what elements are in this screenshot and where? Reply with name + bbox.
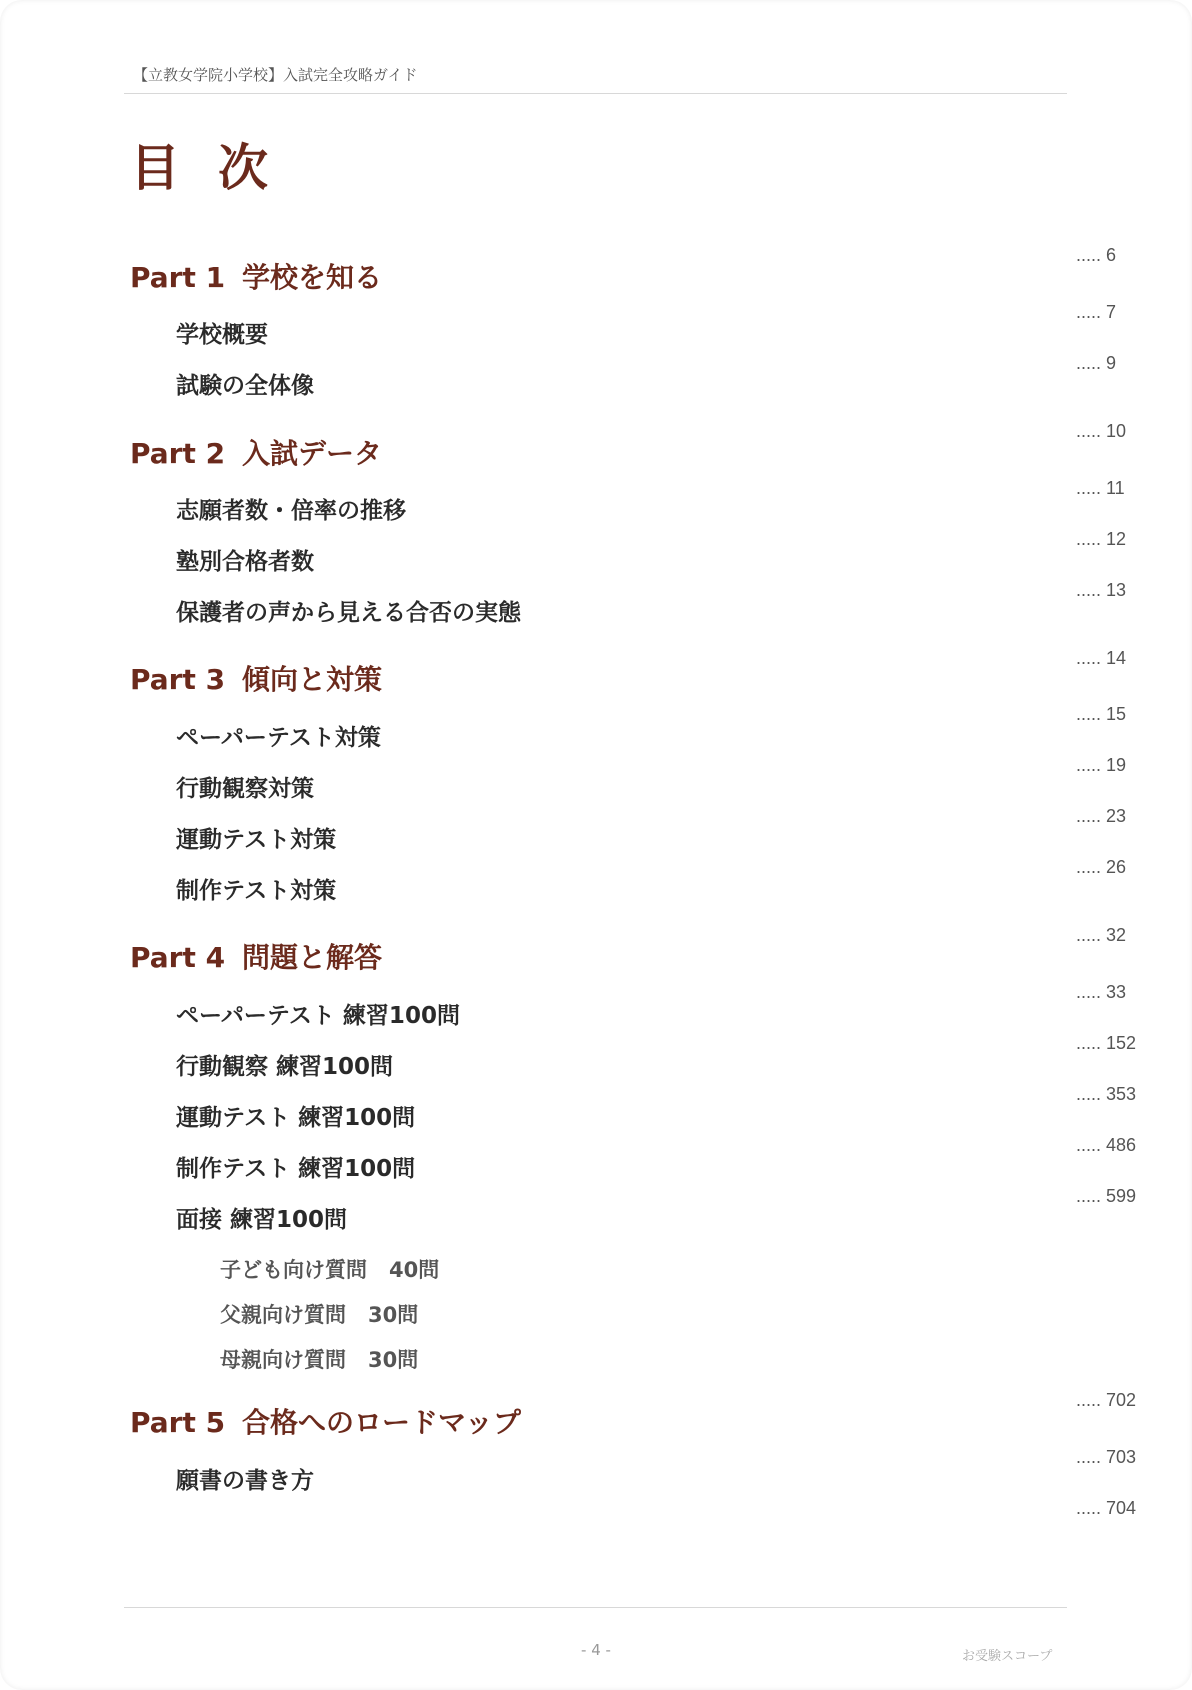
toc-extra-page: ..... 704 [1076, 1498, 1137, 1518]
toc-part-1-page: ..... 6 [1076, 245, 1117, 265]
toc-item-applicants-trend[interactable]: 志願者数・倍率の推移 [176, 498, 406, 524]
page-title-char-1: 目 [130, 139, 180, 197]
part-number: Part 1 [130, 261, 226, 294]
toc-item-paper-test-prep-page: ..... 15 [1076, 704, 1127, 724]
toc-item-school-overview-page: ..... 7 [1076, 302, 1117, 322]
toc-item-exam-overview[interactable]: 試験の全体像 [176, 373, 314, 399]
toc-item-crafting-test-prep-page: ..... 26 [1076, 857, 1127, 877]
subitem-count: 30問 [368, 1303, 419, 1327]
toc-item-application-form-page: ..... 703 [1076, 1447, 1137, 1467]
subitem-label: 子ども向け質問 [220, 1258, 367, 1282]
subitem-label: 父親向け質問 [220, 1303, 346, 1327]
toc-item-application-form[interactable]: 願書の書き方 [176, 1468, 314, 1494]
toc-item-parent-voices-page: ..... 13 [1076, 580, 1127, 600]
part-number: Part 3 [130, 663, 226, 696]
toc-item-behavior-observation-prep[interactable]: 行動観察対策 [176, 776, 314, 802]
toc-item-interview-practice[interactable]: 面接 練習100問 [176, 1207, 348, 1233]
toc-part-1[interactable] [130, 256, 382, 296]
part-number: Part 2 [130, 437, 226, 470]
toc-item-behavior-observation-practice-page: ..... 152 [1076, 1033, 1137, 1053]
toc-item-interview-practice-page: ..... 599 [1076, 1186, 1137, 1206]
document-header-title: 【立教女学院小学校】入試完全攻略ガイド [133, 66, 418, 84]
toc-item-behavior-observation-prep-page: ..... 19 [1076, 755, 1127, 775]
toc-part-3-page: ..... 14 [1076, 648, 1127, 668]
toc-part-3[interactable] [130, 658, 382, 698]
footer-page-number: - 4 - [581, 1641, 611, 1659]
part-label: 入試データ [242, 437, 383, 470]
part-label: 傾向と対策 [242, 663, 383, 696]
toc-part-4[interactable] [130, 936, 382, 976]
part-number: Part 5 [130, 1406, 226, 1439]
toc-part-2[interactable] [130, 432, 382, 472]
toc-item-cram-school-results[interactable]: 塾別合格者数 [176, 549, 314, 575]
toc-part-5[interactable] [130, 1401, 521, 1441]
page-title [130, 128, 268, 200]
part-label: 問題と解答 [242, 941, 383, 974]
toc-item-paper-test-practice-page: ..... 33 [1076, 982, 1127, 1002]
toc-subitem-father-questions[interactable] [220, 1299, 418, 1329]
page-title-char-2: 次 [218, 139, 268, 197]
toc-item-behavior-observation-practice[interactable]: 行動観察 練習100問 [176, 1054, 394, 1080]
toc-item-parent-voices[interactable]: 保護者の声から見える合否の実態 [176, 600, 521, 626]
toc-item-paper-test-practice[interactable]: ペーパーテスト 練習100問 [176, 1003, 460, 1029]
toc-item-crafting-test-practice[interactable]: 制作テスト 練習100問 [176, 1156, 416, 1182]
toc-item-exercise-test-practice-page: ..... 353 [1076, 1084, 1137, 1104]
subitem-count: 30問 [368, 1348, 419, 1372]
header-divider [124, 93, 1067, 94]
toc-item-exercise-test-prep-page: ..... 23 [1076, 806, 1127, 826]
toc-item-school-overview[interactable]: 学校概要 [176, 322, 268, 348]
toc-item-exercise-test-prep[interactable]: 運動テスト対策 [176, 827, 337, 853]
toc-part-4-page: ..... 32 [1076, 925, 1127, 945]
toc-item-crafting-test-prep[interactable]: 制作テスト対策 [176, 878, 337, 904]
part-label: 合格へのロードマップ [242, 1406, 521, 1439]
toc-item-cram-school-results-page: ..... 12 [1076, 529, 1127, 549]
toc-subitem-mother-questions[interactable] [220, 1344, 418, 1374]
subitem-count: 40問 [389, 1258, 440, 1282]
toc-item-paper-test-prep[interactable]: ペーパーテスト対策 [176, 725, 381, 751]
toc-item-applicants-trend-page: ..... 11 [1076, 478, 1125, 498]
toc-item-exam-overview-page: ..... 9 [1076, 353, 1117, 373]
subitem-label: 母親向け質問 [220, 1348, 346, 1372]
part-label: 学校を知る [242, 261, 383, 294]
toc-item-crafting-test-practice-page: ..... 486 [1076, 1135, 1137, 1155]
part-number: Part 4 [130, 941, 226, 974]
footer-brand: お受験スコープ [962, 1649, 1053, 1664]
toc-subitem-child-questions[interactable] [220, 1254, 439, 1284]
toc-part-2-page: ..... 10 [1076, 421, 1127, 441]
toc-item-exercise-test-practice[interactable]: 運動テスト 練習100問 [176, 1105, 416, 1131]
toc-part-5-page: ..... 702 [1076, 1390, 1137, 1410]
footer-divider [124, 1607, 1067, 1608]
